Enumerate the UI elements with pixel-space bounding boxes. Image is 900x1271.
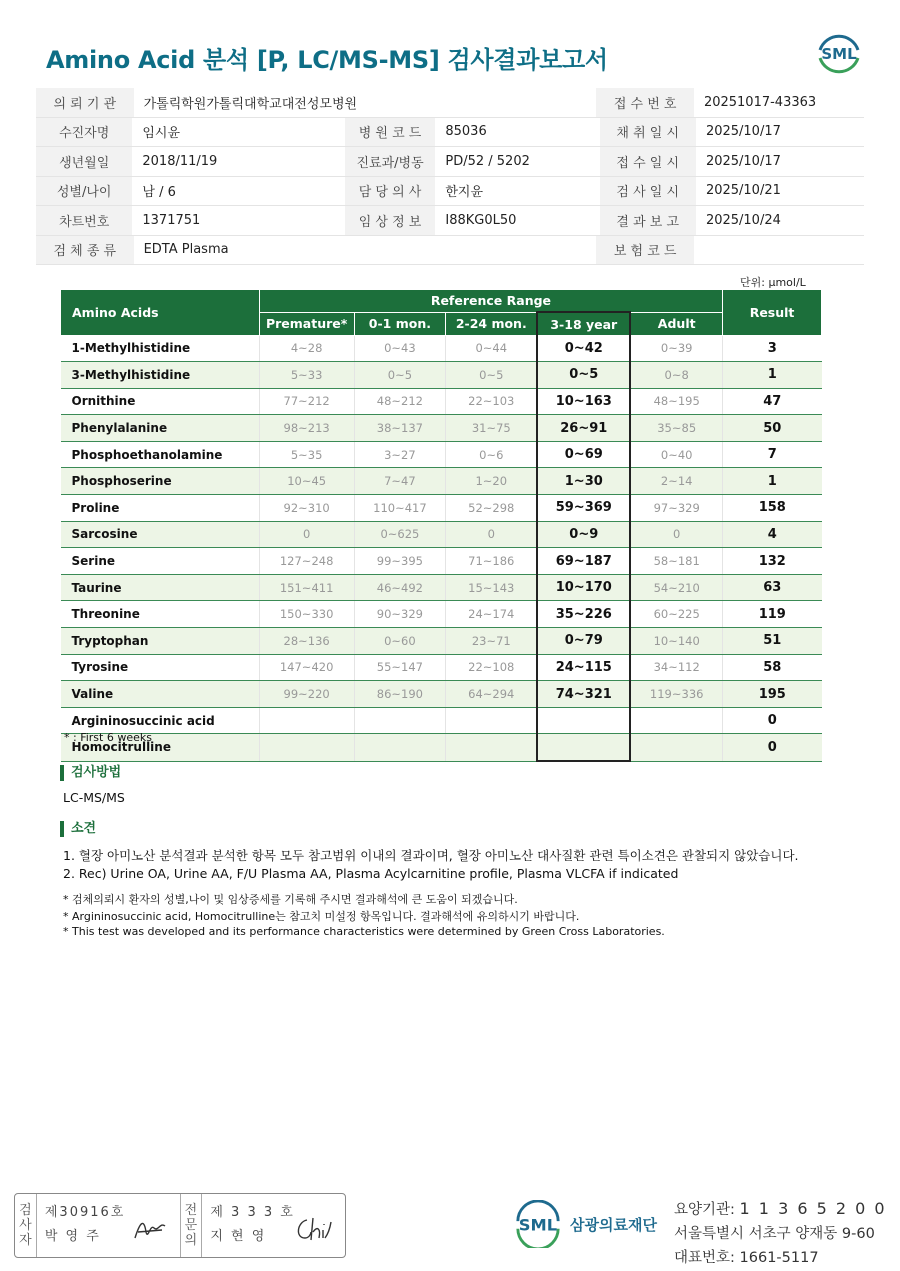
table-row: [61, 521, 822, 548]
col-result: Result: [723, 290, 822, 336]
ref-3-18-year: 0~42: [537, 335, 630, 362]
ref-0-1-mon: 110~417: [354, 495, 446, 522]
table-row: [61, 335, 822, 362]
ref-3-18-year: 74~321: [537, 681, 630, 708]
sml-logo-icon: [510, 1200, 566, 1248]
insurance-label: 보 험 코 드: [596, 236, 694, 265]
unit-label: 단위: μmol/L: [740, 276, 806, 289]
ref-0-1-mon: 86~190: [354, 681, 446, 708]
ref-adult: 97~329: [630, 495, 722, 522]
ref-3-18-year: [537, 734, 630, 761]
care-no-label: 요양기관:: [674, 1202, 735, 1218]
ref-premature: 4~28: [259, 335, 354, 362]
ref-2-24-mon: [446, 707, 537, 734]
chart-value: 1371751: [142, 212, 201, 228]
result-value: 195: [723, 681, 822, 708]
result-value: 0: [723, 734, 822, 761]
ref-3-18-year: 35~226: [537, 601, 630, 628]
chart-label: 차트번호: [36, 206, 132, 235]
ref-2-24-mon: 23~71: [446, 628, 537, 655]
ref-0-1-mon: 46~492: [354, 574, 446, 601]
ref-3-18-year: 59~369: [537, 495, 630, 522]
ref-premature: 150~330: [259, 601, 354, 628]
receipt-date-label: 접 수 일 시: [600, 147, 696, 176]
ref-0-1-mon: 0~5: [354, 362, 446, 389]
table-row: [61, 628, 822, 655]
table-row: [61, 495, 822, 522]
ref-adult: 119~336: [630, 681, 722, 708]
ref-premature: 5~35: [259, 441, 354, 468]
result-value: 119: [723, 601, 822, 628]
ref-adult: 0~40: [630, 441, 722, 468]
ref-0-1-mon: 0~625: [354, 521, 446, 548]
amino-acid-name: Threonine: [61, 601, 260, 628]
ref-0-1-mon: 38~137: [354, 415, 446, 442]
result-value: 0: [723, 707, 822, 734]
ref-0-1-mon: 55~147: [354, 654, 446, 681]
ref-2-24-mon: 24~174: [446, 601, 537, 628]
result-value: 7: [723, 441, 822, 468]
patient-label: 수진자명: [36, 118, 132, 147]
ref-premature: 0: [259, 521, 354, 548]
ref-adult: 0~8: [630, 362, 722, 389]
ref-3-18-year: 0~5: [537, 362, 630, 389]
ref-3-18-year: 26~91: [537, 415, 630, 442]
result-value: 4: [723, 521, 822, 548]
ref-2-24-mon: 15~143: [446, 574, 537, 601]
collection-date-label: 채 취 일 시: [600, 118, 696, 147]
note-line: * Argininosuccinic acid, Homocitrulline는 참고치 미설정 항목입니다. 결과해석에 유의하시기 바랍니다.: [63, 910, 580, 923]
ref-3-18-year: 10~170: [537, 574, 630, 601]
sml-logo-text: SML: [518, 1215, 558, 1235]
result-value: 1: [723, 362, 822, 389]
info-row: [36, 236, 864, 266]
result-value: 3: [723, 335, 822, 362]
col-amino-acids: Amino Acids: [61, 290, 260, 336]
ref-2-24-mon: [446, 734, 537, 761]
result-value: 58: [723, 654, 822, 681]
care-no-value: 1 1 3 6 5 2 0 0: [739, 1199, 887, 1218]
method-text: LC-MS/MS: [63, 790, 125, 805]
specialist-label: 전 문 의: [181, 1194, 203, 1257]
inspector-number: 제30916호: [44, 1205, 126, 1220]
ref-0-1-mon: 48~212: [354, 388, 446, 415]
table-row: [61, 734, 822, 761]
ref-premature: [259, 707, 354, 734]
amino-acid-name: Valine: [61, 681, 260, 708]
ref-adult: 2~14: [630, 468, 722, 495]
report-date-value: 2025/10/24: [705, 212, 781, 228]
inspector-signature: [37, 1194, 181, 1257]
ref-premature: 151~411: [259, 574, 354, 601]
col-reference-range: Reference Range: [259, 290, 722, 313]
footer-address: [674, 1197, 887, 1270]
hospital-code-value: 85036: [445, 124, 487, 140]
table-row: [61, 707, 822, 734]
ref-adult: 48~195: [630, 388, 722, 415]
ref-premature: 5~33: [259, 362, 354, 389]
inspector-label: 검 사 자: [15, 1194, 37, 1257]
result-value: 158: [723, 495, 822, 522]
table-row: [61, 681, 822, 708]
finding-line: 2. Rec) Urine OA, Urine AA, F/U Plasma AA, Plasma Acylcarnitine profile, Plasma VLCFA if indicated: [63, 866, 679, 881]
results-table: [60, 289, 822, 762]
phone-label: 대표번호:: [674, 1250, 735, 1266]
signature-box: [14, 1193, 346, 1258]
col-3-18-year: 3-18 year: [537, 312, 630, 335]
receipt-date-value: 2025/10/17: [705, 153, 781, 169]
ref-adult: 58~181: [630, 548, 722, 575]
ref-premature: 92~310: [259, 495, 354, 522]
col-premature: Premature*: [259, 312, 354, 335]
phone-value: 1661-5117: [739, 1250, 819, 1266]
ref-premature: 28~136: [259, 628, 354, 655]
ref-2-24-mon: 22~108: [446, 654, 537, 681]
col-2-24-mon: 2-24 mon.: [446, 312, 537, 335]
institution-value: 가톨릭학원가톨릭대학교대전성모병원: [143, 96, 358, 112]
table-row: [61, 415, 822, 442]
table-row: [61, 441, 822, 468]
result-value: 1: [723, 468, 822, 495]
method-heading: 검사방법: [60, 765, 121, 781]
ref-premature: 10~45: [259, 468, 354, 495]
clinical-value: I88KG0L50: [445, 212, 517, 228]
note-line: * This test was developed and its performance characteristics were determined by Green Cross Laboratories.: [63, 925, 665, 938]
patient-value: 임시윤: [142, 126, 181, 142]
collection-date-value: 2025/10/17: [705, 124, 781, 140]
doctor-label: 담 당 의 사: [345, 177, 436, 206]
specimen-value: EDTA Plasma: [143, 242, 229, 258]
receipt-no-label: 접 수 번 호: [596, 88, 694, 117]
amino-acid-name: Sarcosine: [61, 521, 260, 548]
footer-logo: [510, 1200, 657, 1248]
ref-3-18-year: 0~79: [537, 628, 630, 655]
ref-0-1-mon: 3~27: [354, 441, 446, 468]
specialist-number: 제 3 3 3 호: [210, 1205, 295, 1220]
result-value: 132: [723, 548, 822, 575]
result-value: 50: [723, 415, 822, 442]
ref-2-24-mon: 31~75: [446, 415, 537, 442]
info-row: [36, 147, 864, 177]
institution-label: 의 뢰 기 관: [36, 88, 134, 117]
ref-0-1-mon: 99~395: [354, 548, 446, 575]
report-date-label: 결 과 보 고: [600, 206, 696, 235]
ref-2-24-mon: 0~44: [446, 335, 537, 362]
ref-2-24-mon: 71~186: [446, 548, 537, 575]
inspector-name: 박 영 주: [44, 1229, 101, 1244]
ref-adult: 34~112: [630, 654, 722, 681]
hospital-code-label: 병 원 코 드: [345, 118, 436, 147]
ref-adult: [630, 707, 722, 734]
report-title: Amino Acid 분석 [P, LC/MS-MS] 검사결과보고서: [46, 46, 608, 74]
inspector-signature-icon: [132, 1214, 168, 1244]
amino-acid-name: 3-Methylhistidine: [61, 362, 260, 389]
ref-3-18-year: 0~69: [537, 441, 630, 468]
ref-2-24-mon: 0: [446, 521, 537, 548]
amino-acid-name: Phosphoethanolamine: [61, 441, 260, 468]
table-row: [61, 548, 822, 575]
ref-adult: 60~225: [630, 601, 722, 628]
findings-heading: 소견: [60, 821, 96, 837]
ref-0-1-mon: 0~43: [354, 335, 446, 362]
amino-acid-name: Argininosuccinic acid: [61, 707, 260, 734]
patient-info: [36, 88, 864, 265]
sml-logo-text: SML: [821, 45, 857, 63]
ref-premature: [259, 734, 354, 761]
amino-acid-name: Taurine: [61, 574, 260, 601]
ref-2-24-mon: 0~6: [446, 441, 537, 468]
amino-acid-name: Phenylalanine: [61, 415, 260, 442]
amino-acid-name: Serine: [61, 548, 260, 575]
specimen-label: 검 체 종 류: [36, 236, 134, 265]
amino-acid-name: 1-Methylhistidine: [61, 335, 260, 362]
specialist-signature-icon: [293, 1214, 333, 1244]
sex-age-label: 성별/나이: [36, 177, 132, 206]
info-row: [36, 118, 864, 148]
table-row: [61, 654, 822, 681]
amino-acid-name: Tyrosine: [61, 654, 260, 681]
table-row: [61, 468, 822, 495]
ref-adult: [630, 734, 722, 761]
test-date-label: 검 사 일 시: [600, 177, 696, 206]
amino-acid-name: Proline: [61, 495, 260, 522]
table-footnote: * : First 6 weeks: [64, 731, 152, 744]
ref-0-1-mon: [354, 734, 446, 761]
ref-adult: 10~140: [630, 628, 722, 655]
doctor-value: 한지윤: [445, 185, 484, 201]
ref-premature: 77~212: [259, 388, 354, 415]
clinical-label: 임 상 정 보: [345, 206, 436, 235]
result-value: 47: [723, 388, 822, 415]
birth-value: 2018/11/19: [142, 153, 218, 169]
test-date-value: 2025/10/21: [705, 183, 781, 199]
ref-premature: 147~420: [259, 654, 354, 681]
amino-acid-name: Ornithine: [61, 388, 260, 415]
foundation-name: 삼광의료재단: [570, 1215, 657, 1234]
dept-label: 진료과/병동: [345, 147, 436, 176]
note-line: * 검체의뢰시 환자의 성별,나이 및 임상증세를 기록해 주시면 결과해석에 큰 도움이 되겠습니다.: [63, 893, 518, 906]
ref-2-24-mon: 22~103: [446, 388, 537, 415]
result-value: 63: [723, 574, 822, 601]
ref-premature: 99~220: [259, 681, 354, 708]
sex-age-value: 남 / 6: [142, 185, 176, 201]
ref-adult: 0~39: [630, 335, 722, 362]
amino-acid-name: Homocitrulline: [61, 734, 260, 761]
ref-2-24-mon: 0~5: [446, 362, 537, 389]
ref-3-18-year: 24~115: [537, 654, 630, 681]
ref-2-24-mon: 64~294: [446, 681, 537, 708]
col-0-1-mon: 0-1 mon.: [354, 312, 446, 335]
insurance-value: [694, 236, 864, 265]
table-row: [61, 601, 822, 628]
sml-logo-icon: [812, 28, 866, 78]
col-adult: Adult: [630, 312, 722, 335]
specialist-signature: [202, 1194, 345, 1257]
specialist-name: 지 현 영: [210, 1229, 267, 1244]
table-row: [61, 388, 822, 415]
info-row: [36, 88, 864, 118]
amino-acid-name: Tryptophan: [61, 628, 260, 655]
table-row: [61, 574, 822, 601]
ref-3-18-year: 10~163: [537, 388, 630, 415]
ref-adult: 35~85: [630, 415, 722, 442]
ref-0-1-mon: 0~60: [354, 628, 446, 655]
table-row: [61, 362, 822, 389]
birth-label: 생년월일: [36, 147, 132, 176]
dept-value: PD/52 / 5202: [445, 153, 530, 169]
ref-2-24-mon: 1~20: [446, 468, 537, 495]
ref-3-18-year: [537, 707, 630, 734]
ref-premature: 127~248: [259, 548, 354, 575]
amino-acid-name: Phosphoserine: [61, 468, 260, 495]
receipt-no-value: 20251017-43363: [703, 94, 817, 110]
ref-2-24-mon: 52~298: [446, 495, 537, 522]
ref-3-18-year: 69~187: [537, 548, 630, 575]
ref-adult: 54~210: [630, 574, 722, 601]
address-text: 서울특별시 서초구 양재동 9-60: [674, 1226, 875, 1242]
ref-adult: 0: [630, 521, 722, 548]
ref-3-18-year: 0~9: [537, 521, 630, 548]
result-value: 51: [723, 628, 822, 655]
info-row: [36, 177, 864, 207]
info-row: [36, 206, 864, 236]
ref-0-1-mon: [354, 707, 446, 734]
ref-premature: 98~213: [259, 415, 354, 442]
finding-line: 1. 혈장 아미노산 분석결과 분석한 항목 모두 참고범위 이내의 결과이며, 혈장 아미노산 대사질환 관련 특이소견은 관찰되지 않았습니다.: [63, 848, 799, 863]
ref-0-1-mon: 90~329: [354, 601, 446, 628]
ref-0-1-mon: 7~47: [354, 468, 446, 495]
ref-3-18-year: 1~30: [537, 468, 630, 495]
